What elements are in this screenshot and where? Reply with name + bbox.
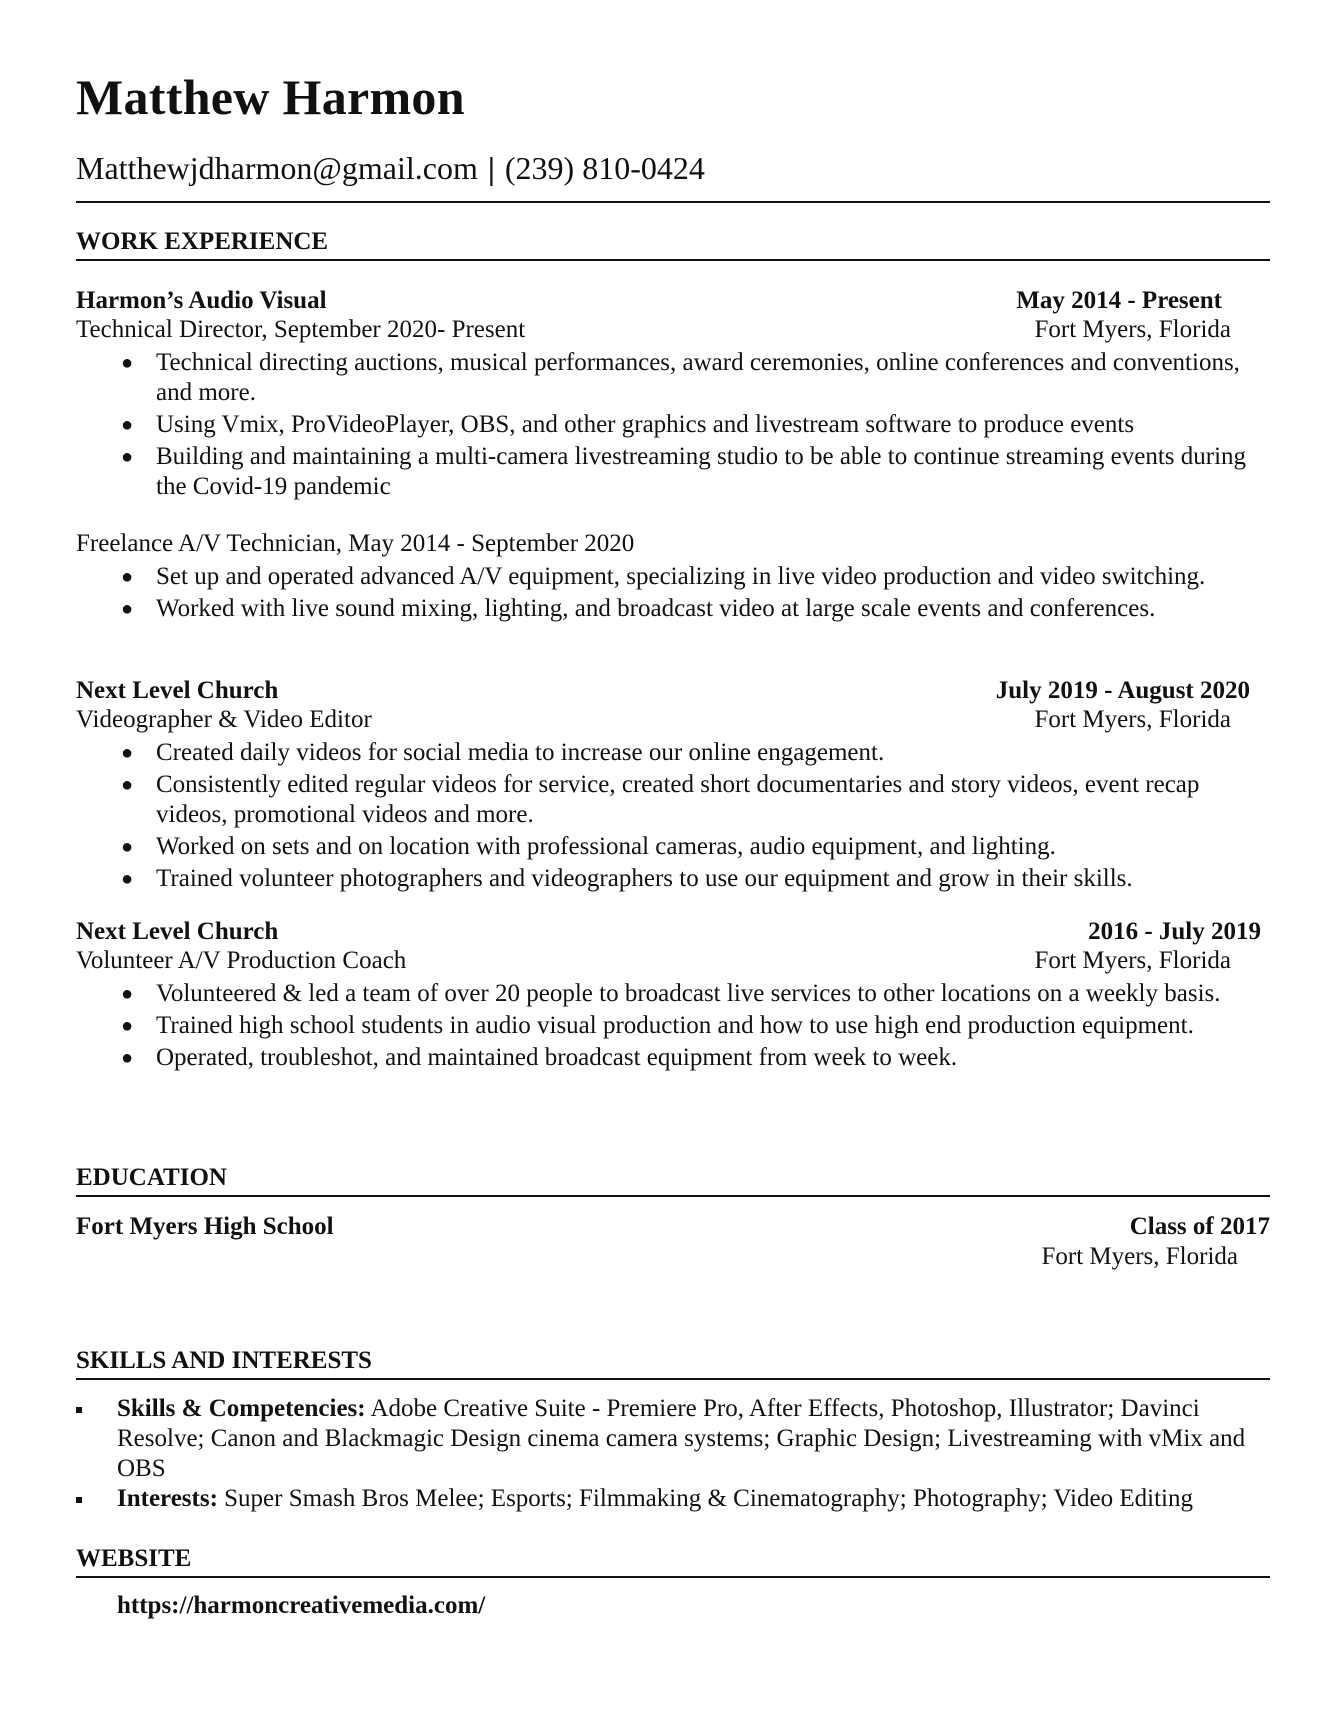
- job-org: Harmon’s Audio Visual: [76, 287, 327, 314]
- section-heading-work: WORK EXPERIENCE: [76, 228, 329, 255]
- section-heading-skills: SKILLS AND INTERESTS: [76, 1347, 372, 1374]
- list-item: ● Consistently edited regular videos for service, created short documentaries and story videos, event recap videos, promotional videos and more.: [121, 771, 1200, 828]
- candidate-name: Matthew Harmon: [76, 69, 465, 125]
- job-org: Next Level Church: [76, 918, 279, 945]
- job-bullets: [0, 348, 1340, 504]
- list-item: ● Volunteered & led a team of over 20 people to broadcast live services to other locations on a weekly basis.: [121, 980, 1221, 1007]
- list-item: ● Operated, troubleshot, and maintained broadcast equipment from week to week.: [121, 1044, 958, 1071]
- bullet-icon: ●: [121, 566, 134, 588]
- job-location: Fort Myers, Florida: [1034, 947, 1231, 974]
- website-divider: [76, 1576, 1270, 1578]
- list-item: ● Worked with live sound mixing, lighting, and broadcast video at large scale events and conferences.: [121, 595, 1156, 622]
- list-item: ● Created daily videos for social media to increase our online engagement.: [121, 739, 885, 766]
- class-year: Class of 2017: [1129, 1213, 1270, 1240]
- list-item: [0, 1394, 1267, 1484]
- website-link[interactable]: https://harmoncreativemedia.com/: [117, 1592, 486, 1619]
- phone: (239) 810-0424: [504, 150, 705, 186]
- list-item: ● Worked on sets and on location with professional cameras, audio equipment, and lighting.: [121, 833, 1056, 860]
- list-item: ● Set up and operated advanced A/V equipment, specializing in live video production and video switching.: [121, 563, 1206, 590]
- bullet-icon: ●: [121, 446, 134, 468]
- school-name: Fort Myers High School: [76, 1213, 334, 1240]
- interests-label: Interests:: [117, 1485, 218, 1512]
- list-item: ● Using Vmix, ProVideoPlayer, OBS, and other graphics and livestream software to produce events: [121, 411, 1135, 438]
- section-heading-website: WEBSITE: [76, 1545, 192, 1572]
- list-item: ● Trained high school students in audio visual production and how to use high end production equipment.: [121, 1012, 1194, 1039]
- job-bullets-secondary: [0, 562, 1340, 626]
- header-divider: [76, 201, 1270, 203]
- job-dates: 2016 - July 2019: [1088, 918, 1261, 945]
- bullet-icon: ●: [121, 836, 134, 858]
- job-location: Fort Myers, Florida: [1034, 316, 1231, 343]
- school-location: Fort Myers, Florida: [1041, 1243, 1238, 1270]
- job-dates: May 2014 - Present: [1016, 287, 1222, 314]
- skills-list: [0, 1394, 1340, 1514]
- work-divider: [76, 259, 1270, 261]
- bullet-icon: ●: [121, 352, 134, 374]
- bullet-icon: ●: [121, 598, 134, 620]
- email[interactable]: Matthewjdharmon@gmail.com: [76, 150, 478, 186]
- job-bullets: [0, 738, 1340, 896]
- square-bullet-icon: [76, 1497, 82, 1503]
- bullet-icon: ●: [121, 774, 134, 796]
- bullet-icon: ●: [121, 868, 134, 890]
- contact-line: [76, 150, 705, 187]
- bullet-icon: ●: [121, 1047, 134, 1069]
- list-item: ● Technical directing auctions, musical performances, award ceremonies, online conferences and conventions, and more.: [121, 349, 1240, 406]
- skills-text: Adobe Creative Suite - Premiere Pro, After Effects, Photoshop, Illustrator; Davinci Resolve; Canon and Blackmagic Design cinema camera systems; Graphic Design; Livestreaming with vMix and OBS: [117, 1395, 1246, 1482]
- bullet-icon: ●: [121, 414, 134, 436]
- job-role: Videographer & Video Editor: [76, 706, 372, 733]
- job-dates: July 2019 - August 2020: [995, 677, 1250, 704]
- job-role: Technical Director, September 2020- Present: [76, 316, 526, 343]
- job-role: Volunteer A/V Production Coach: [76, 947, 407, 974]
- square-bullet-icon: [76, 1407, 82, 1413]
- list-item: ● Building and maintaining a multi-camera livestreaming studio to be able to continue streaming events during the Covid-19 pandemic: [121, 443, 1247, 500]
- interests-text: Super Smash Bros Melee; Esports; Filmmaking & Cinematography; Photography; Video Editing: [217, 1485, 1193, 1512]
- list-item: [0, 1484, 1267, 1514]
- bullet-icon: ●: [121, 983, 134, 1005]
- education-divider: [76, 1195, 1270, 1197]
- bullet-icon: ●: [121, 742, 134, 764]
- job-bullets: [0, 979, 1340, 1075]
- list-item: ● Trained volunteer photographers and videographers to use our equipment and grow in their skills.: [121, 865, 1133, 892]
- job-org: Next Level Church: [76, 677, 279, 704]
- bullet-icon: ●: [121, 1015, 134, 1037]
- job-location: Fort Myers, Florida: [1034, 706, 1231, 733]
- contact-separator: |: [487, 150, 495, 186]
- job-role-secondary: Freelance A/V Technician, May 2014 - September 2020: [76, 530, 635, 557]
- section-heading-education: EDUCATION: [76, 1164, 227, 1191]
- skills-label: Skills & Competencies:: [117, 1395, 366, 1422]
- skills-divider: [76, 1378, 1270, 1380]
